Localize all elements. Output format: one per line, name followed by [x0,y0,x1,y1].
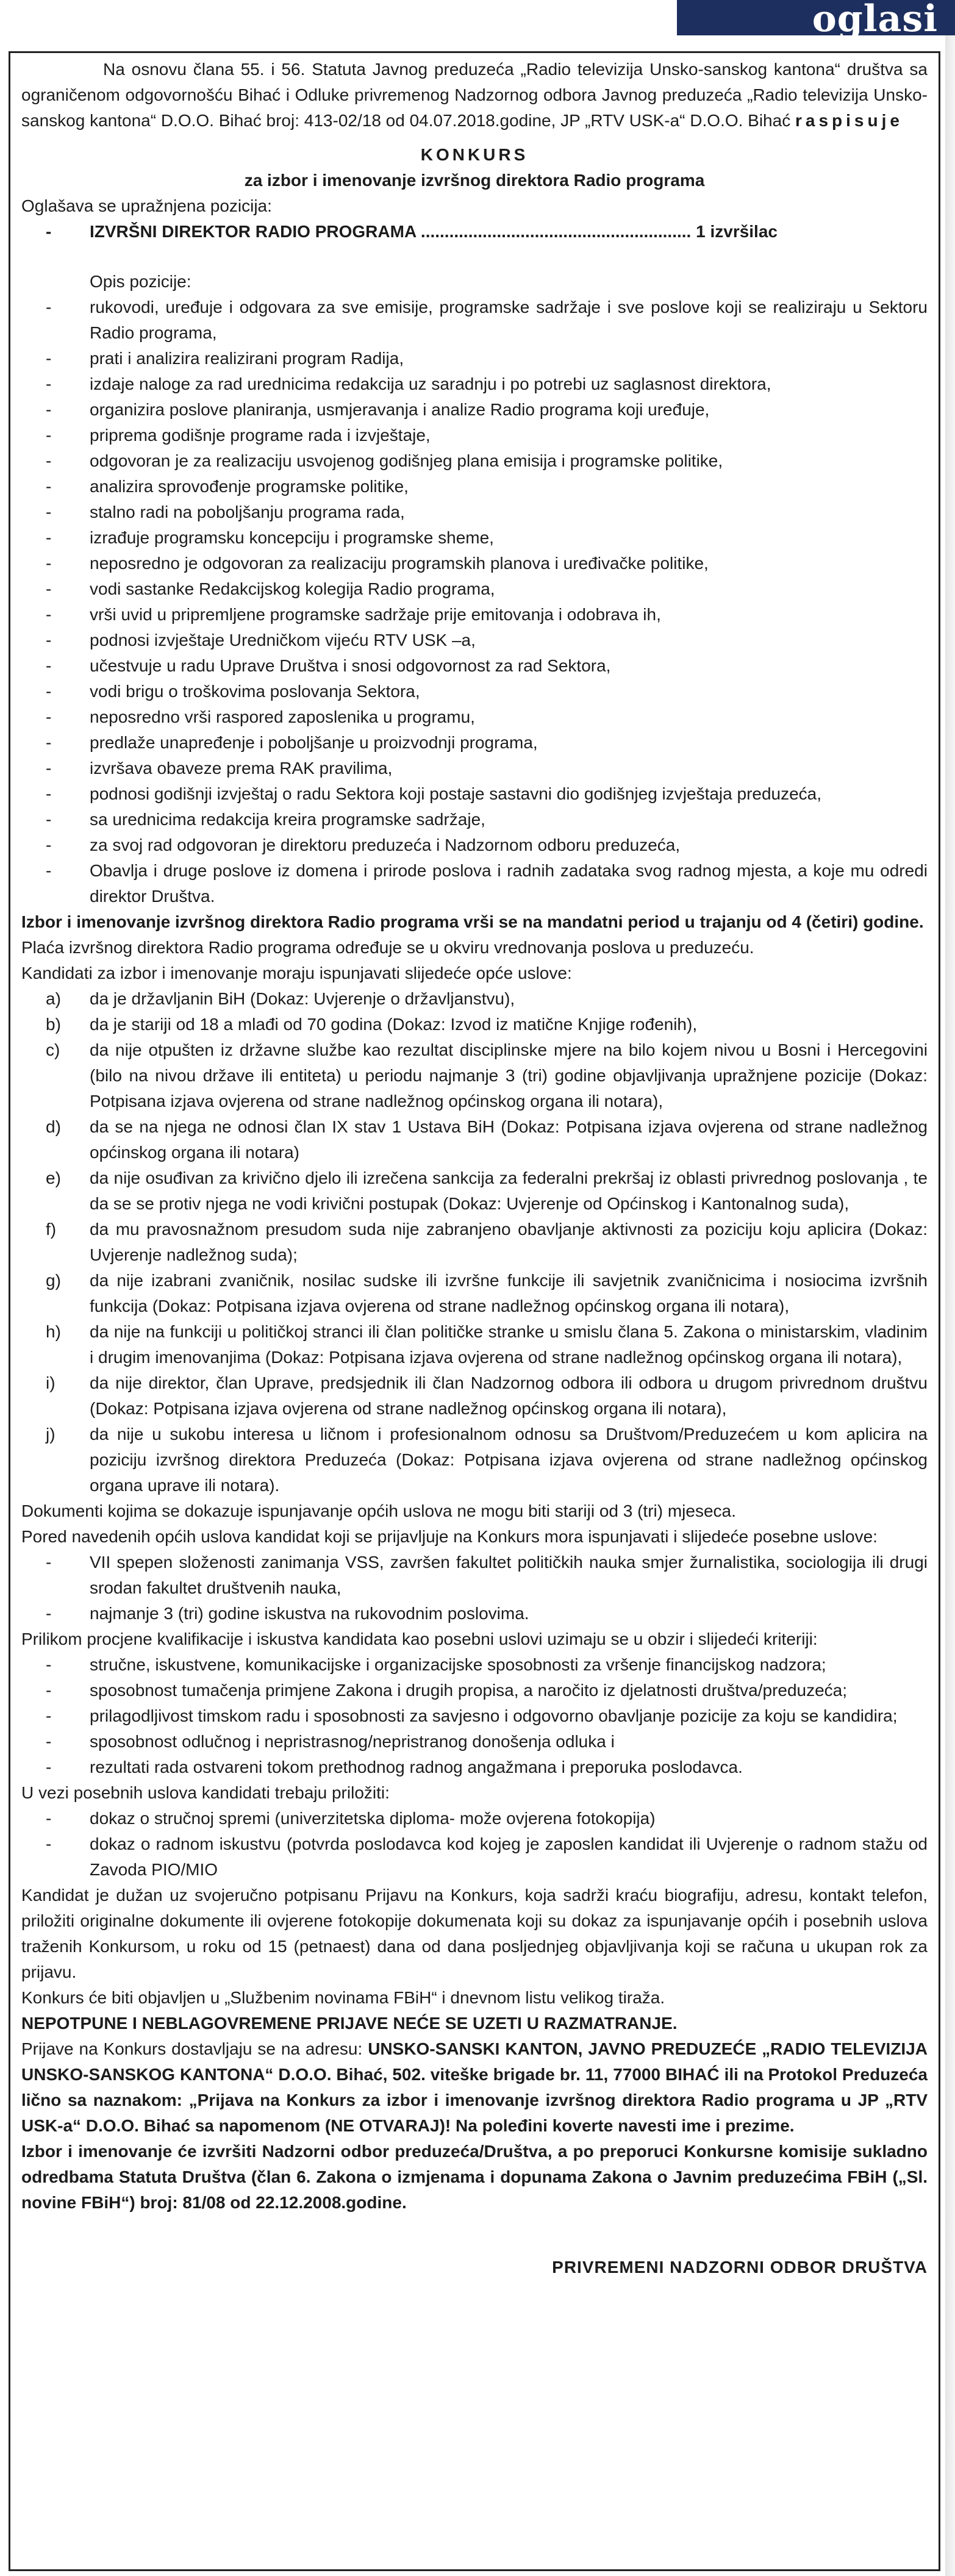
condition-text: da nije otpušten iz državne službe kao rezultat disciplinske mjere na bilo kojem nivou u Bosni i Hercegovini (bilo na nivou države ili entiteta) u periodu najmanje 3 (tri) godine objavljivanja upražnjene pozicije (Dokaz: Potpisana izjava ovjerena od strane nadležnog općinskog organa ili notara), [90,1040,928,1111]
criteria-item: - stručne, iskustvene, komunikacijske i organizacijske sposobnosti za vršenje financijskog nadzora; [21,1652,928,1678]
general-condition-item [21,1422,928,1498]
general-condition-item [21,1012,928,1037]
special-condition-item: - najmanje 3 (tri) godine iskustva na rukovodnim poslovima. [21,1601,928,1626]
condition-text: da je državljanin BiH (Dokaz: Uvjerenje o državljanstvu), [90,989,515,1008]
application-text: Kandidat je dužan uz svojeručno potpisanu Prijavu na Konkurs, koja sadrži kraću biografiju, adresu, kontakt telefon, priložiti originalne dokumente ili ovjerene fotokopije dokumenata koji su dokaz za ispunjavanje općih i posebnih uslova traženih Konkursom, u roku od 15 (petnaest) dana od dana posljednjeg objavljivanja koji se računa u ukupan rok za prijavu. [21,1886,928,1981]
condition-text: da je stariji od 18 a mlađi od 70 godina (Dokaz: Izvod iz matične Knjige rođenih), [90,1015,698,1034]
condition-marker: a) [46,989,61,1008]
condition-marker: i) [46,1373,55,1392]
duty-item: - vrši uvid u pripremljene programske sadržaje prije emitovanja i odobrava ih, [21,602,928,628]
condition-text: da nije u sukobu interesa u ličnom i profesionalnom odnosu sa Društvom/Preduzećem u kom aplicira na poziciju izvršnog direktora Preduzeća (Dokaz: Potpisana izjava ovjerena od strane nadležnog općinskog organa uprave ili notara). [90,1425,928,1495]
section-label: oglasi [812,0,938,40]
mandate-text: Izbor i imenovanje izvršnog direktora Radio programa vrši se na mandatni period u trajanju od 4 (četiri) godine. [21,912,924,931]
duty-item: - podnosi izvještaje Uredničkom vijeću RTV USK –a, [21,628,928,653]
criteria-item: - prilagodljivost timskom radu i sposobnosti za savjesno i odgovorno obavljanje pozicije za koju se kandidira; [21,1703,928,1729]
submission-address-paragraph [21,2036,928,2139]
announcement-box [9,51,940,2571]
duty-item: - analizira sprovođenje programske politike, [21,474,928,499]
general-condition-item [21,1268,928,1319]
duty-item: - prati i analizira realizirani program Radija, [21,346,928,371]
general-conditions-list [21,986,928,1498]
address-prefix: Prijave na Konkurs dostavljaju se na adresu: [21,2039,368,2058]
criteria-intro: Prilikom procjene kvalifikacije i iskustva kandidata kao posebni uslovi uzimaju se u obzir i slijedeći kriteriji: [21,1630,818,1648]
condition-marker: j) [46,1425,55,1444]
closing-text: Izbor i imenovanje će izvršiti Nadzorni odbor preduzeća/Društva, a po preporuci Konkursne komisije sukladno odredbama Statuta Društva (član 6. Zakona o izmjenama i dopunama Zakona o Javnim preduzećima FBiH („Sl. novine FBiH“) broj: 81/08 od 22.12.2008.godine. [21,2142,928,2212]
general-condition-item [21,1319,928,1370]
intro-paragraph [21,57,928,134]
general-conditions-intro: Kandidati za izbor i imenovanje moraju ispunjavati slijedeće opće uslove: [21,964,572,982]
condition-marker: g) [46,1271,61,1290]
position-line: - IZVRŠNI DIREKTOR RADIO PROGRAMA ......................................................... 1 izvršilac [21,219,928,245]
general-condition-item [21,1114,928,1165]
duty-item: - Obavlja i druge poslove iz domena i prirode poslova i radnih zadataka svog radnog mjesta, a koje mu odredi direktor Društva. [21,858,928,909]
section-header [677,0,955,40]
position-intro: Oglašava se upražnjena pozicija: [21,196,272,215]
condition-marker: h) [46,1322,61,1341]
duty-item: - organizira poslove planiranja, usmjeravanja i analize Radio programa koji uređuje, [21,397,928,423]
condition-text: da nije na funkciji u političkoj stranci ili član političke stranke u smislu člana 5. Zakona o ministarskim, vladinim i drugim imenovanjima (Dokaz: Potpisana izjava ovjerena od strane nadležnog općinskog organa ili notara), [90,1322,928,1367]
condition-text: da mu pravosnažnom presudom suda nije zabranjeno obavljanje aktivnosti za poziciju koju aplicira (Dokaz: Uvjerenje nadležnog suda); [90,1220,928,1264]
duty-item: - neposredno vrši raspored zaposlenika u programu, [21,704,928,730]
address-text: UNSKO-SANSKI KANTON, JAVNO PREDUZEĆE „RADIO TELEVIZIJA UNSKO-SANSKOG KANTONA“ D.O.O. Bihać, 502. viteške brigade br. 11, 77000 BIHAĆ ili na Protokol Preduzeća lično sa naznakom: „Prijava na Konkurs za izbor i imenovanje izvršnog direktora Radio programa u JP „RTV USK-a“ D.O.O. Bihać sa napomenom (NE OTVARAJ)! Na poleđini koverte navesti ime i prezime. [21,2039,928,2135]
special-conditions-intro: Pored navedenih općih uslova kandidat koji se prijavljuje na Konkurs mora ispunjavati i slijedeće posebne uslove: [21,1527,878,1546]
announcement-title: KONKURS [420,145,529,164]
intro-text: Na osnovu člana 55. i 56. Statuta Javnog preduzeća „Radio televizija Unsko-sanskog kantona“ društva sa ograničenom odgovornošću Bihać i Odluke privremenog Nadzornog odbora Javnog preduzeća „Radio televizija Unsko-sanskog kantona“ D.O.O. Bihać broj: 413-02/18 od 04.07.2018.godine, JP „RTV USK-a“ D.O.O. Bihać [21,60,928,130]
duty-item: - podnosi godišnji izvještaj o radu Sektora koji postaje sastavni dio godišnjeg izvještaja preduzeća, [21,781,928,807]
duty-item: - za svoj rad odgovoran je direktoru preduzeća i Nadzornom odboru preduzeća, [21,832,928,858]
duty-item: - vodi sastanke Redakcijskog kolegija Radio programa, [21,576,928,602]
publication-text: Konkurs će biti objavljen u „Službenim novinama FBiH“ i dnevnom listu velikog tiraža. [21,1988,665,2007]
condition-text: da nije izabrani zvaničnik, nosilac sudske ili izvršne funkcije ili savjetnik zvaničnicima i nosiocima izvršnih funkcija (Dokaz: Potpisana izjava ovjerena od strane nadležnog općinskog organa ili notara), [90,1271,928,1315]
duty-item: - sa urednicima redakcija kreira programske sadržaje, [21,807,928,832]
special-conditions-list [21,1550,928,1626]
general-condition-item [21,1217,928,1268]
duty-item: - predlaže unapređenje i poboljšanje u proizvodnji programa, [21,730,928,756]
attachments-list [21,1806,928,1883]
condition-text: da se na njega ne odnosi član IX stav 1 Ustava BiH (Dokaz: Potpisana izjava ovjerena od strane nadležnog općinskog organa ili notara) [90,1117,928,1162]
documents-age-text: Dokumenti kojima se dokazuje ispunjavanje općih uslova ne mogu biti stariji od 3 (tri) mjeseca. [21,1501,736,1520]
duty-item: - izdaje naloge za rad urednicima redakcija uz saradnju i po potrebi uz saglasnost direktora, [21,371,928,397]
page-edge-shading [945,35,955,2576]
general-condition-item [21,1165,928,1217]
criteria-item: - sposobnost odlučnog i nepristrasnog/nepristranog donošenja odluka i [21,1729,928,1755]
condition-marker: f) [46,1220,57,1239]
criteria-item: - sposobnost tumačenja primjene Zakona i drugih propisa, a naročito iz djelatnosti društva/preduzeća; [21,1678,928,1703]
position-list [21,219,928,245]
warning-text: NEPOTPUNE I NEBLAGOVREMENE PRIJAVE NEĆE SE UZETI U RAZMATRANJE. [21,2014,678,2033]
general-condition-item [21,986,928,1012]
condition-marker: d) [46,1117,61,1136]
duty-item: - priprema godišnje programe rada i izvještaje, [21,423,928,448]
salary-text: Plaća izvršnog direktora Radio programa određuje se u okviru vrednovanja poslova u preduzeću. [21,938,754,957]
duty-item: - stalno radi na poboljšanju programa rada, [21,499,928,525]
attachment-item: - dokaz o radnom iskustvu (potvrda poslodavca kod kojeg je zaposlen kandidat ili Uvjerenje o radnom stažu od Zavoda PIO/MIO [21,1831,928,1883]
duties-heading: Opis pozicije: [90,272,191,291]
announcement-subtitle: za izbor i imenovanje izvršnog direktora Radio programa [244,171,705,190]
duty-item: - izrađuje programsku koncepciju i programske sheme, [21,525,928,551]
special-condition-item: - VII spepen složenosti zanimanja VSS, završen fakultet političkih nauka smjer žurnalistika, sociologija ili drugi srodan fakultet društvenih nauka, [21,1550,928,1601]
criteria-list [21,1652,928,1780]
duties-list [21,295,928,909]
intro-action: raspisuje [795,111,903,130]
criteria-item: - rezultati rada ostvareni tokom prethodnog radnog angažmana i preporuka poslodavca. [21,1755,928,1780]
condition-text: da nije direktor, član Uprave, predsjednik ili član Nadzornog odbora ili odbora u drugom privrednom društvu (Dokaz: Potpisana izjava ovjerena od strane nadležnog općinskog organa ili notara), [90,1373,928,1418]
attachment-item: - dokaz o stručnoj spremi (univerzitetska diploma- može ovjerena fotokopija) [21,1806,928,1831]
duty-item: - vodi brigu o troškovima poslovanja Sektora, [21,679,928,704]
signature: PRIVREMENI NADZORNI ODBOR DRUŠTVA [552,2258,928,2277]
general-condition-item [21,1037,928,1114]
condition-text: da nije osuđivan za krivično djelo ili izrečena sankcija za federalni prekršaj iz oblasti privrednog poslovanja , te da se se protiv njega ne vodi krivični postupak (Dokaz: Uvjerenje od Općinskog i Kantonalnog suda), [90,1168,928,1213]
duty-item: - rukovodi, uređuje i odgovara za sve emisije, programske sadržaje i sve poslove koji se realiziraju u Sektoru Radio programa, [21,295,928,346]
duty-item: - odgovoran je za realizaciju usvojenog godišnjeg plana emisija i programske politike, [21,448,928,474]
general-condition-item [21,1370,928,1422]
condition-marker: e) [46,1168,61,1187]
attachments-intro: U vezi posebnih uslova kandidati trebaju priložiti: [21,1783,390,1802]
duty-item: - izvršava obaveze prema RAK pravilima, [21,756,928,781]
duty-item: - učestvuje u radu Uprave Društva i snosi odgovornost za rad Sektora, [21,653,928,679]
duty-item: - neposredno je odgovoran za realizaciju programskih planova i uređivačke politike, [21,551,928,576]
condition-marker: c) [46,1040,60,1059]
condition-marker: b) [46,1015,61,1034]
